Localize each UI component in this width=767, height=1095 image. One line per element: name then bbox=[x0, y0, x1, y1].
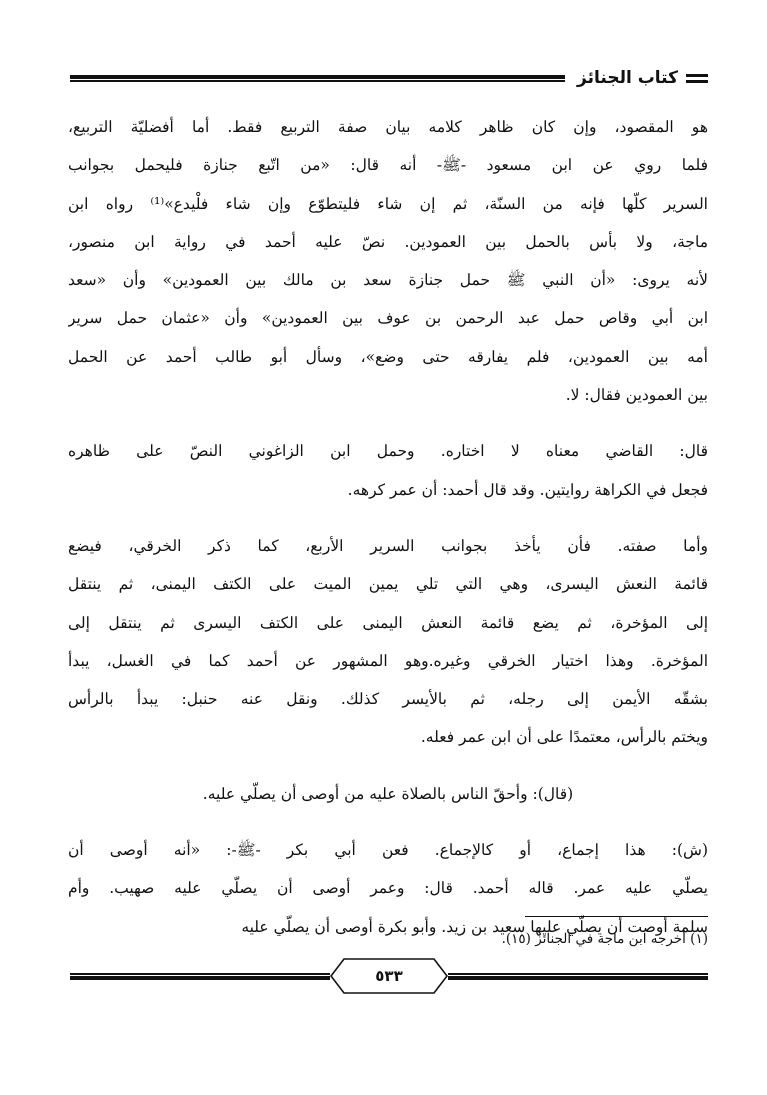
text-line: المؤخرة. وهذا اختيار الخرقي وغيره.وهو المشهور عن أحمد كما في الغسل، يبدأ bbox=[68, 651, 708, 670]
page-number: ٥٣٣ bbox=[375, 967, 403, 985]
running-title: كتاب الجنائز bbox=[577, 68, 678, 88]
text-line: سلمة أوصت أن يصلّي عليها سعيد بن زيد. وأبو بكرة أوصى أن يصلّي عليه bbox=[241, 917, 708, 936]
footnote-separator bbox=[525, 916, 708, 917]
text-line: السرير كلّها فإنه من السنّة، ثم إن شاء فليتطوّع وإن شاء فلْيدع»⁽¹⁾ رواه ابن bbox=[68, 194, 708, 213]
text-line: (قال): وأحقّ الناس بالصلاة عليه من أوصى أن يصلّي عليه. bbox=[202, 784, 574, 803]
text-line: هو المقصود، وإن كان ظاهر كلامه بيان صفة التربيع فقط. أما أفضليّة التربيع، bbox=[68, 118, 708, 136]
text-line: فلما روي عن ابن مسعود -ﷺ- أنه قال: «من اتّبع جنازة فليحمل بجوانب bbox=[68, 156, 708, 175]
text-line: ويختم بالرأس، معتمدًا على أن ابن عمر فعله. bbox=[420, 728, 708, 747]
paragraph bbox=[68, 108, 708, 414]
text-line: فجعل في الكراهة روايتين. وقد قال أحمد: أن عمر كرهه. bbox=[347, 480, 708, 499]
text-line: إلى المؤخرة، ثم يضع قائمة النعش اليمنى على الكتف اليسرى ثم ينتقل إلى bbox=[68, 613, 708, 632]
text-line: يصلّي عليه عمر. قاله أحمد. قال: وعمر أوصى أن يصلّي عليه صهيب. وأم bbox=[68, 879, 708, 898]
text-line: لأنه يروى: «أن النبي ﷺ حمل جنازة سعد بن مالك بين العمودين» وأن «سعد bbox=[68, 271, 708, 290]
page-footer bbox=[70, 958, 708, 994]
body-text bbox=[68, 108, 708, 964]
text-line: قال: القاضي معناه لا اختاره. وحمل ابن الزاغوني النصّ على ظاهره bbox=[68, 442, 708, 461]
header-rule bbox=[70, 75, 565, 82]
text-line: بشقّه الأيمن إلى رجله، ثم بالأيسر كذلك. ونقل عنه حنبل: يبدأ بالرأس bbox=[68, 690, 708, 709]
footnotes bbox=[300, 928, 708, 950]
text-line: وأما صفته. فأن يأخذ بجوانب السرير الأربع، كما ذكر الخرقي، فيضع bbox=[68, 536, 708, 555]
page-header bbox=[70, 64, 708, 92]
page-number-frame bbox=[330, 958, 448, 994]
paragraph bbox=[68, 775, 708, 813]
text-line: قائمة النعش اليسرى، وهي التي تلي يمين الميت على الكتف اليمنى، ثم ينتقل bbox=[68, 575, 708, 594]
header-ornament bbox=[686, 74, 708, 83]
text-line: بين العمودين فقال: لا. bbox=[565, 386, 708, 405]
footnote-item: (١) أخرجه ابن ماجة في الجنائز (١٥). bbox=[501, 931, 708, 947]
text-line: (ش): هذا إجماع، أو كالإجماع. فعن أبي بكر -ﷺ-: «أنه أوصى أن bbox=[68, 841, 708, 860]
text-line: ابن أبي وقاص حمل عبد الرحمن بن عوف بين العمودين» وأن «عثمان حمل سرير bbox=[68, 309, 708, 328]
text-line: أمه بين العمودين، فلم يفارقه حتى وضع»، وسأل أبو طالب أحمد عن الحمل bbox=[68, 347, 708, 366]
text-line: ماجة، ولا بأس بالحمل بين العمودين. نصّ عليه أحمد في رواية ابن منصور، bbox=[68, 232, 708, 251]
paragraph bbox=[68, 527, 708, 757]
paragraph bbox=[68, 432, 708, 509]
